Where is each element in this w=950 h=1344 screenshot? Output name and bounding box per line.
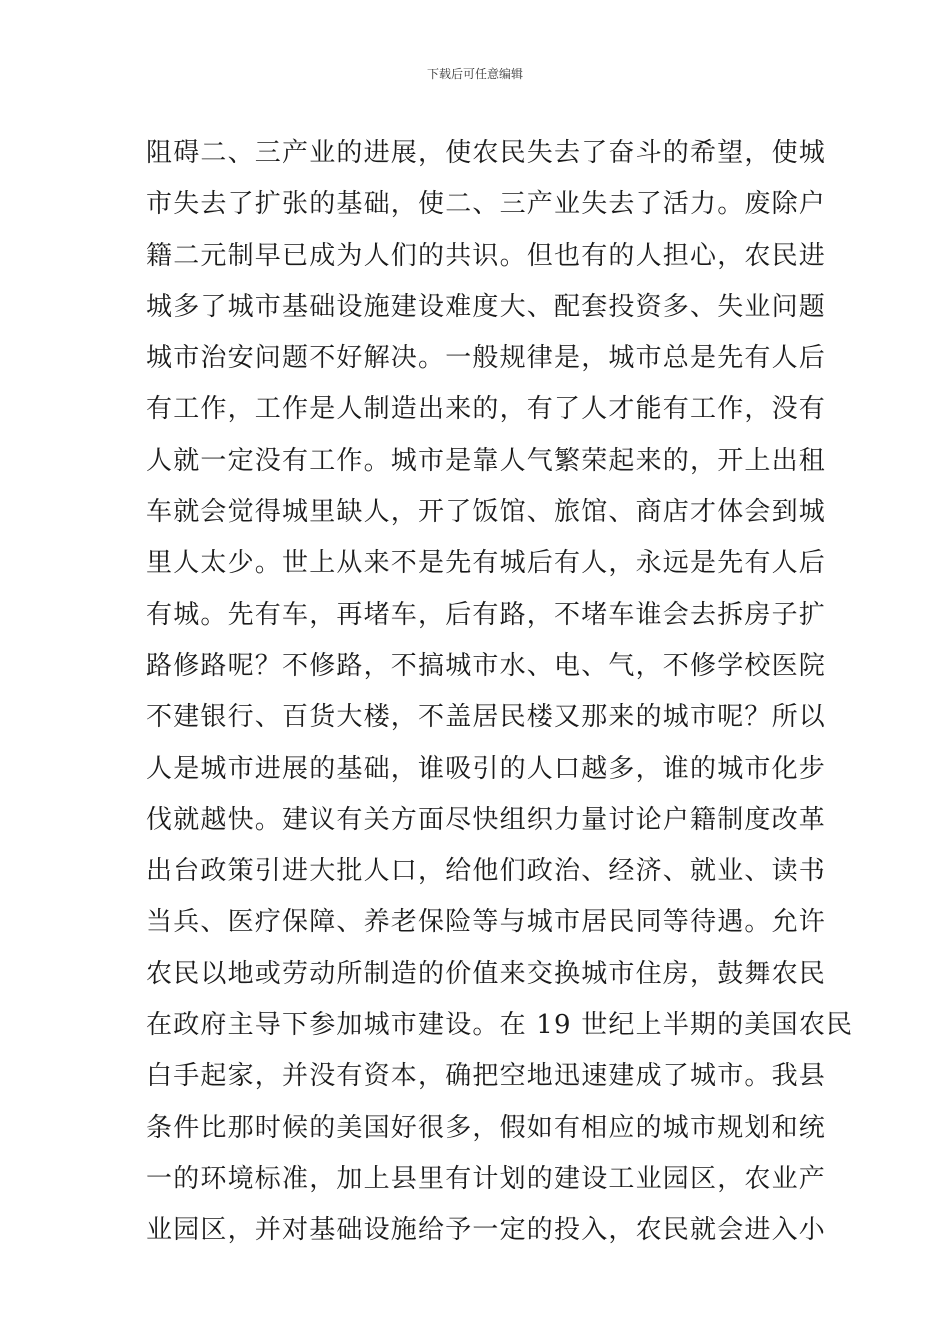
text-line: 白手起家，并没有资本，确把空地迅速建成了城市。我县 — [146, 1061, 827, 1092]
text-line: 里人太少。世上从来不是先有城后有人，永远是先有人后 — [146, 548, 827, 579]
text-line: 城市治安问题不好解决。一般规律是，城市总是先有人后 — [146, 343, 827, 374]
page-header: 下载后可任意编辑 — [426, 67, 523, 81]
text-line: 伐就越快。建议有关方面尽快组织力量讨论户籍制度改革 — [146, 804, 827, 835]
text-line: 当兵、医疗保障、养老保险等与城市居民同等待遇。允许 — [146, 907, 827, 938]
text-line: 市失去了扩张的基础，使二、三产业失去了活力。废除户 — [146, 189, 827, 220]
text-line: 城多了城市基础设施建设难度大、配套投资多、失业问题 — [146, 291, 827, 322]
text-line: 出台政策引进大批人口，给他们政治、经济、就业、读书 — [146, 856, 827, 887]
text-line: 一的环境标准，加上县里有计划的建设工业园区，农业产 — [146, 1163, 827, 1194]
text-line: 有城。先有车，再堵车，后有路，不堵车谁会去拆房子扩 — [146, 599, 827, 630]
text-line: 不建银行、百货大楼，不盖居民楼又那来的城市呢？所以 — [146, 702, 827, 733]
text-line: 有工作，工作是人制造出来的，有了人才能有工作，没有 — [146, 394, 827, 425]
text-line: 农民以地或劳动所制造的价值来交换城市住房，鼓舞农民 — [146, 958, 827, 989]
text-line: 人是城市进展的基础，谁吸引的人口越多，谁的城市化步 — [146, 753, 827, 784]
text-line: 在政府主导下参加城市建设。在 19 世纪上半期的美国农民 — [146, 1010, 854, 1041]
text-line: 阻碍二、三产业的进展，使农民失去了奋斗的希望，使城 — [146, 138, 827, 168]
text-line: 路修路呢？不修路，不搞城市水、电、气，不修学校医院 — [146, 650, 827, 681]
text-line: 人就一定没有工作。城市是靠人气繁荣起来的，开上出租 — [146, 445, 827, 476]
text-line: 条件比那时候的美国好很多，假如有相应的城市规划和统 — [146, 1112, 827, 1143]
text-line: 业园区，并对基础设施给予一定的投入，农民就会进入小 — [146, 1215, 827, 1246]
text-line: 籍二元制早已成为人们的共识。但也有的人担心，农民进 — [146, 240, 827, 271]
document-body — [146, 128, 854, 1257]
text-line: 车就会觉得城里缺人，开了饭馆、旅馆、商店才体会到城 — [146, 497, 827, 528]
